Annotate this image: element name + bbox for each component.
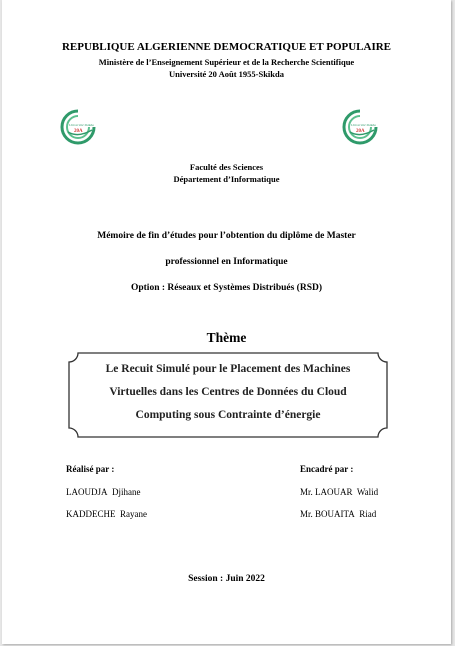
logo-mark: 20A xyxy=(356,129,365,134)
supervisor-first-name: Riad xyxy=(359,509,377,519)
author-first-name: Rayane xyxy=(120,509,147,519)
author-first-name: Djihane xyxy=(112,487,141,497)
republic-title: REPUBLIQUE ALGERIENNE DEMOCRATIQUE ET POPULAIRE xyxy=(61,41,392,53)
supervisor-name-2 xyxy=(300,509,376,519)
supervisors-label: Encadré par : xyxy=(300,464,354,474)
theme-title-line-1: Le Recuit Simulé pour le Placement des Machines xyxy=(105,363,351,375)
authors-label: Réalisé par : xyxy=(66,464,115,474)
university-logo-icon xyxy=(340,108,380,146)
university-logo-icon xyxy=(58,108,98,146)
author-last-name: KADDECHE xyxy=(66,509,116,519)
document-page xyxy=(2,0,451,644)
logo-tagline: Université Skikda xyxy=(351,123,376,127)
supervisor-last-name: Mr. LAOUAR xyxy=(300,487,353,497)
author-name-1 xyxy=(66,487,141,497)
memoire-line-2: professionnel en Informatique xyxy=(165,257,288,267)
theme-title-frame xyxy=(68,352,388,438)
session-date: Session : Juin 2022 xyxy=(188,574,265,584)
department-name: Département d’Informatique xyxy=(173,174,280,184)
theme-title-line-2: Virtuelles dans les Centres de Données du Cloud xyxy=(109,386,347,398)
logo-mark: 20A xyxy=(74,129,83,134)
memoire-option: Option : Réseaux et Systèmes Distribués (RSD) xyxy=(130,283,323,293)
author-last-name: LAOUDJA xyxy=(66,487,108,497)
theme-title-line-3: Computing sous Contrainte d’énergie xyxy=(135,409,321,421)
ministry-title: Ministère de l’Enseignement Supérieur et de la Recherche Scientifique xyxy=(98,57,355,67)
logo-tagline: Université Skikda xyxy=(69,123,94,127)
author-name-2 xyxy=(66,509,147,519)
supervisor-name-1 xyxy=(300,487,378,497)
university-name: Université 20 Août 1955-Skikda xyxy=(169,69,284,79)
supervisor-first-name: Walid xyxy=(356,487,379,497)
supervisor-last-name: Mr. BOUAITA xyxy=(300,509,355,519)
theme-label: Thème xyxy=(206,330,247,345)
memoire-line-1: Mémoire de fin d’études pour l’obtention du diplôme de Master xyxy=(97,231,356,241)
faculty-name: Faculté des Sciences xyxy=(189,162,264,172)
